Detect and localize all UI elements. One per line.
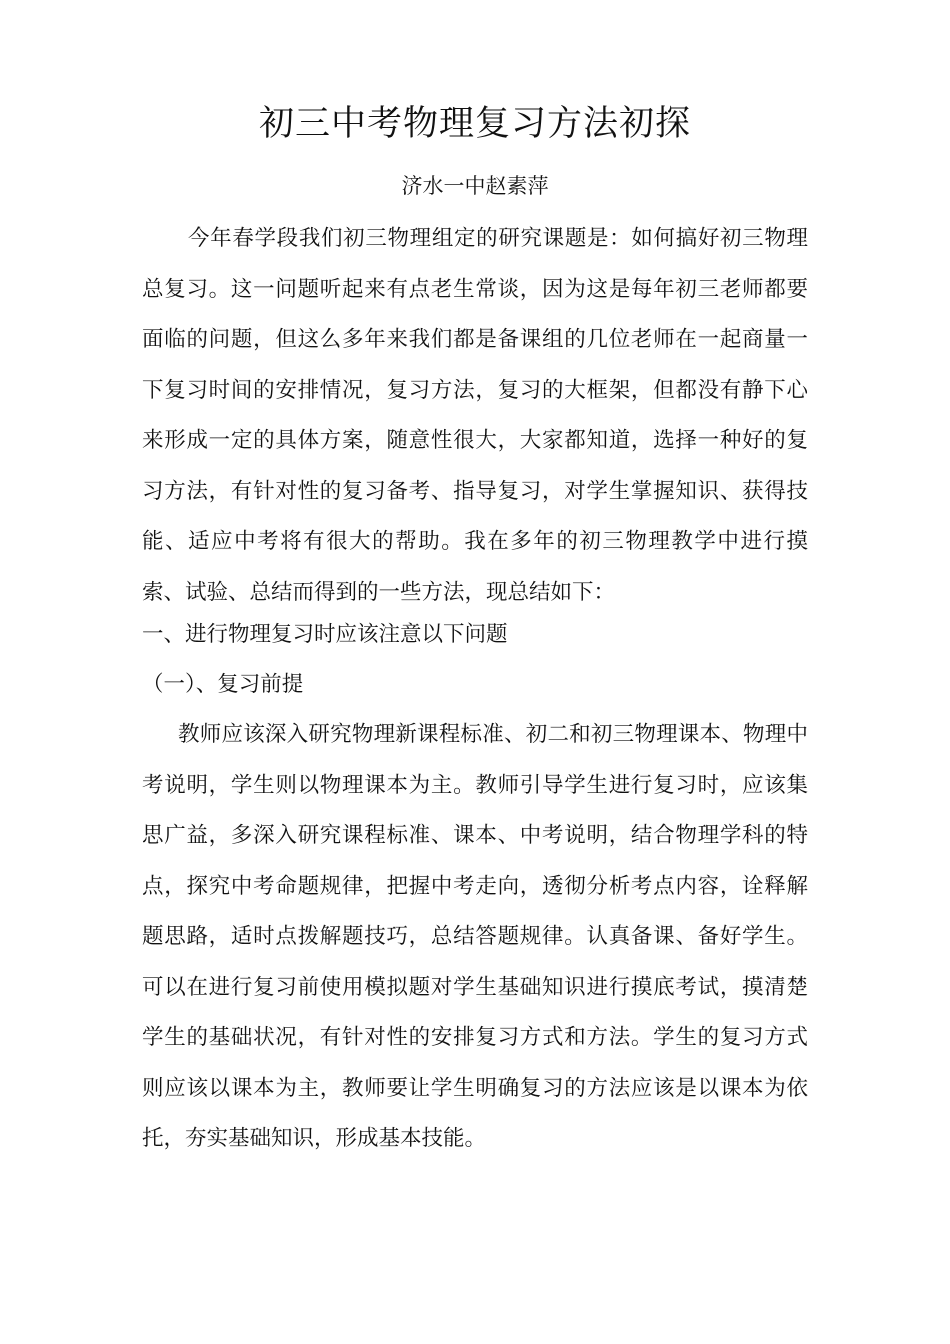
body-paragraph: 教师应该深入研究物理新课程标准、初二和初三物理课本、物理中考说明，学生则以物理课本为主。教师引导学生进行复习时，应该集思广益，多深入研究课程标准、课本、中考说明，结合物理学科的特点，探究中考命题规律，把握中考走向，透彻分析考点内容，诠释解题思路，适时点拨解题技巧，总结答题规律。认真备课、备好学生。可以在进行复习前使用模拟题对学生基础知识进行摸底考试，摸清楚学生的基础状况，有针对性的安排复习方式和方法。学生的复习方式则应该以课本为主，教师要让学生明确复习的方法应该是以课本为依托，夯实基础知识，形成基本技能。 [142,722,808,1151]
document-title: 初三中考物理复习方法初探 [258,104,691,144]
subsection-heading: （一）、复习前提 [142,672,304,697]
intro-paragraph: 今年春学段我们初三物理组定的研究课题是：如何搞好初三物理总复习。这一问题听起来有点老生常谈，因为这是每年初三老师都要面临的问题，但这么多年来我们都是备课组的几位老师在一起商量一下复习时间的安排情况，复习方法，复习的大框架，但都没有静下心来形成一定的具体方案，随意性很大，大家都知道，选择一种好的复习方法，有针对性的复习备考、指导复习，对学生掌握知识、获得技能、适应中考将有很大的帮助。我在多年的初三物理教学中进行摸索、试验、总结而得到的一些方法，现总结如下： [142,226,808,605]
document-author: 济水一中赵素萍 [401,174,549,198]
section-heading: 一、进行物理复习时应该注意以下问题 [142,622,508,647]
